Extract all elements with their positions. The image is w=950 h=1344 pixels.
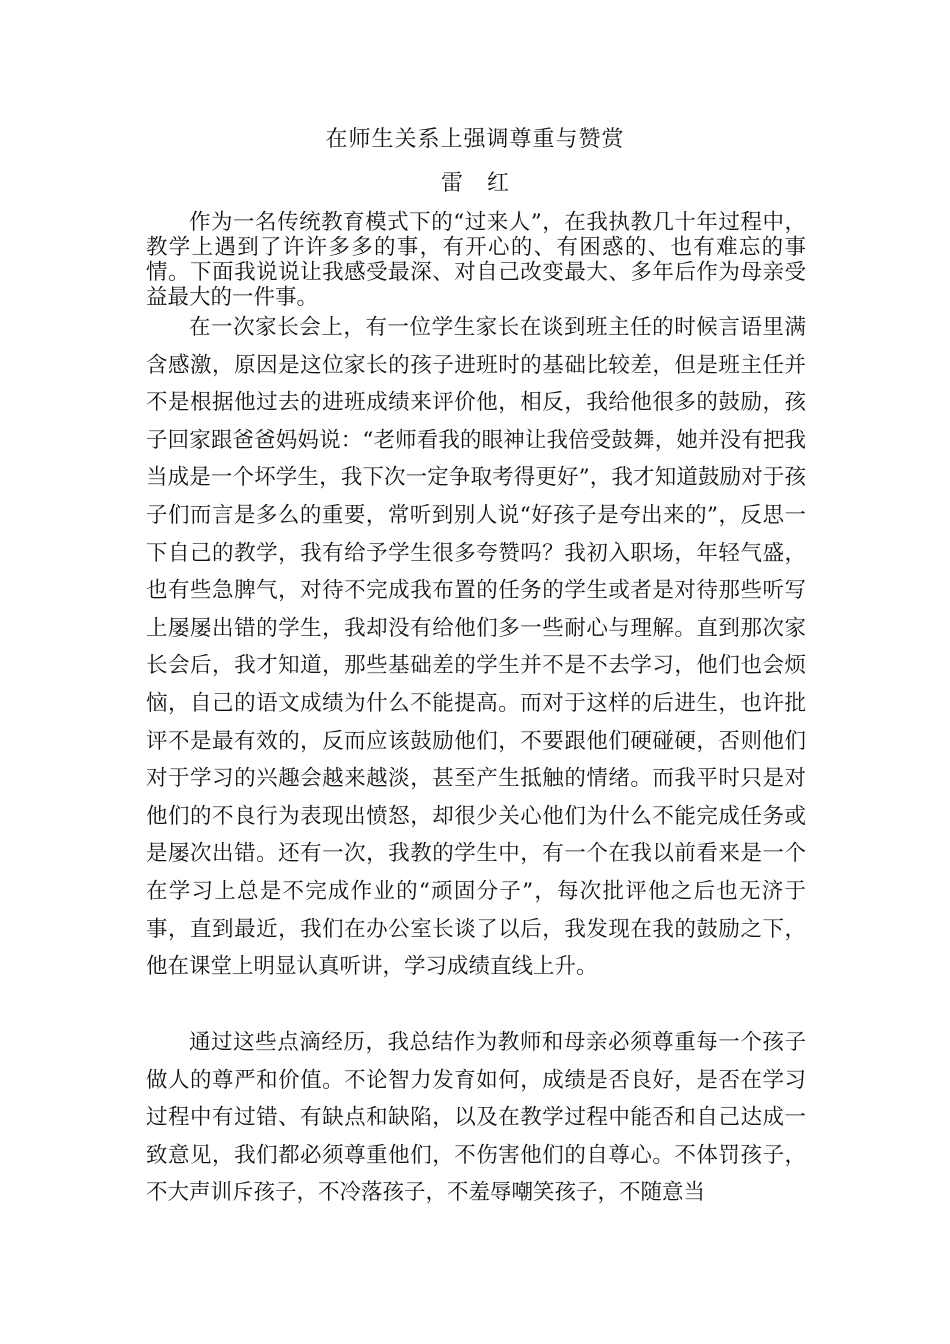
- document-title: 在师生关系上强调尊重与赞赏: [325, 127, 625, 152]
- author-name: 雷红: [440, 171, 533, 196]
- paragraph-3: 通过这些点滴经历，我总结作为教师和母亲必须尊重每一个孩子做人的尊严和价值。不论智力发育如何，成绩是否良好，是否在学习过程中有过错、有缺点和缺陷，以及在教学过程中能否和自己达成一致意见，我们都必须尊重他们，不伤害他们的自尊心。不体罚孩子，不大声训斥孩子，不冷落孩子，不羞辱嘲笑孩子，不随意当: [146, 1030, 806, 1206]
- paragraph-1: 作为一名传统教育模式下的“过来人”，在我执教几十年过程中，教学上遇到了许许多多的事，有开心的、有困惑的、也有难忘的事情。下面我说说让我感受最深、对自己改变最大、多年后作为母亲受益最大的一件事。: [146, 210, 806, 310]
- paragraph-2: 在一次家长会上，有一位学生家长在谈到班主任的时候言语里满含感激，原因是这位家长的孩子进班时的基础比较差，但是班主任并不是根据他过去的进班成绩来评价他，相反，我给他很多的鼓励，孩子回家跟爸爸妈妈说：“老师看我的眼神让我倍受鼓舞，她并没有把我当成是一个坏学生，我下次一定争取考得更好”，我才知道鼓励对于孩子们而言是多么的重要，常听到别人说“好孩子是夸出来的”，反思一下自己的教学，我有给予学生很多夸赞吗？我初入职场，年轻气盛，也有些急脾气，对待不完成我布置的任务的学生或者是对待那些听写上屡屡出错的学生，我却没有给他们多一些耐心与理解。直到那次家长会后，我才知道，那些基础差的学生并不是不去学习，他们也会烦恼，自己的语文成绩为什么不能提高。而对于这样的后进生，也许批评不是最有效的，反而应该鼓励他们，不要跟他们硬碰硬，否则他们对于学习的兴趣会越来越淡，甚至产生抵触的情绪。而我平时只是对他们的不良行为表现出愤怒，却很少关心他们为什么不能完成任务或是屡次出错。还有一次，我教的学生中，有一个在我以前看来是一个在学习上总是不完成作业的“顽固分子”，每次批评他之后也无济于事，直到最近，我们在办公室长谈了以后，我发现在我的鼓励之下，他在课堂上明显认真听讲，学习成绩直线上升。: [146, 315, 806, 980]
